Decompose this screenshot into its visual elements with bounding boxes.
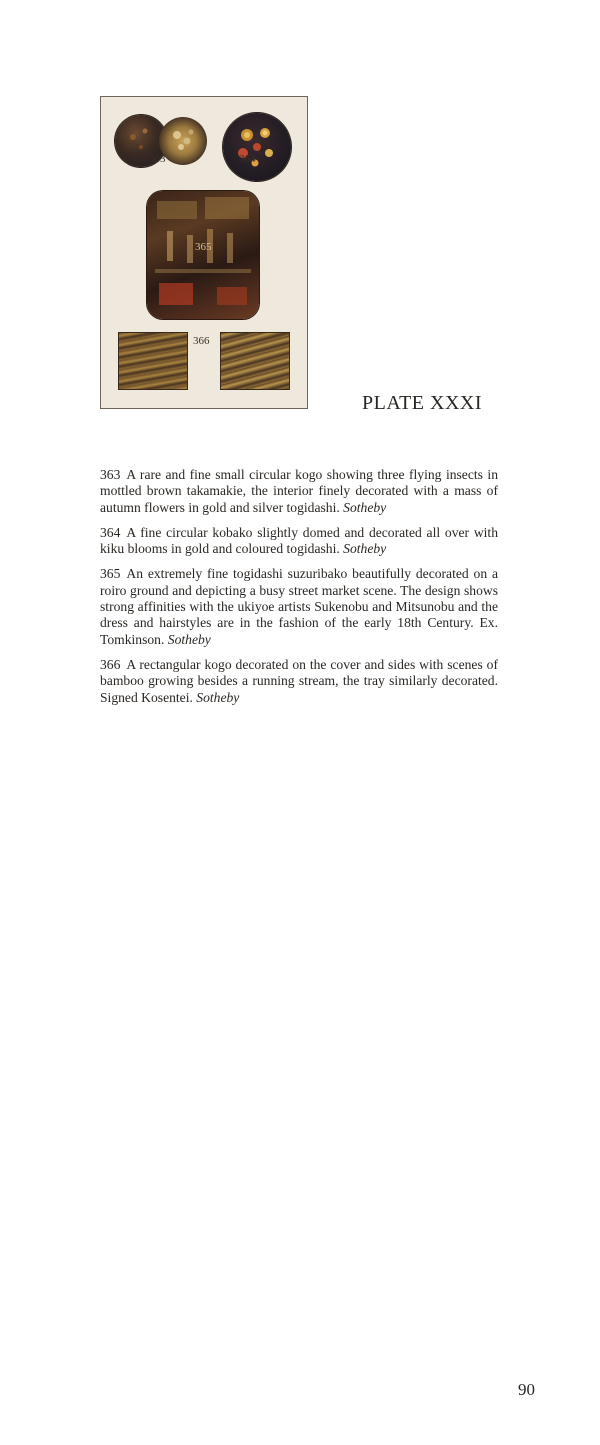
- entry-number: 366: [100, 656, 121, 672]
- entry-number: 365: [100, 566, 121, 582]
- entry-description: A rare and fine small circular kogo showing three flying insects in mottled brown takamakie, the interior finely decorated with a mass of autumn flowers in gold and silver togidashi.: [100, 467, 498, 515]
- entry-source: Sotheby: [167, 631, 211, 647]
- entry-number: 364: [100, 524, 121, 540]
- plate-title: PLATE XXXI: [362, 392, 482, 414]
- entry-description: A rectangular kogo decorated on the cover and sides with scenes of bamboo growing besides a running stream, the tray similarly decorated. Signed Kosentei.: [100, 656, 498, 705]
- page-number: 90: [518, 1380, 535, 1399]
- plate-label-363: 363: [149, 153, 166, 165]
- entry-366: [100, 657, 498, 706]
- entry-description: An extremely fine togidashi suzuribako beautifully decorated on a roiro ground and depicting a busy street market scene. The design shows strong affinities with the ukiyoe artists Sukenobu and Mitsunobu and the dress and hairstyles are in the fashion of the early 18th Century. Ex. Tomkinson.: [100, 566, 498, 647]
- kogo-366-tray: [221, 333, 289, 389]
- entry-364: [100, 525, 498, 558]
- kogo-363-interior: [159, 117, 207, 165]
- entry-363: [100, 467, 498, 516]
- plate-label-364: 364: [239, 153, 256, 165]
- kogo-366-cover: [119, 333, 187, 389]
- kobako-364: [223, 113, 291, 181]
- entry-source: Sotheby: [196, 689, 240, 705]
- entry-description: A fine circular kobako slightly domed and decorated all over with kiku blooms in gold and coloured togidashi.: [100, 524, 498, 557]
- catalogue-entries: [100, 467, 498, 715]
- entry-number: 363: [100, 467, 121, 482]
- suzuribako-365: [147, 191, 259, 319]
- entry-source: Sotheby: [343, 499, 387, 515]
- plate-label-365: 365: [195, 241, 212, 253]
- entry-source: Sotheby: [343, 541, 387, 557]
- entry-365: [100, 566, 498, 647]
- plate-label-366: 366: [193, 335, 210, 347]
- plate-illustration: [100, 96, 308, 409]
